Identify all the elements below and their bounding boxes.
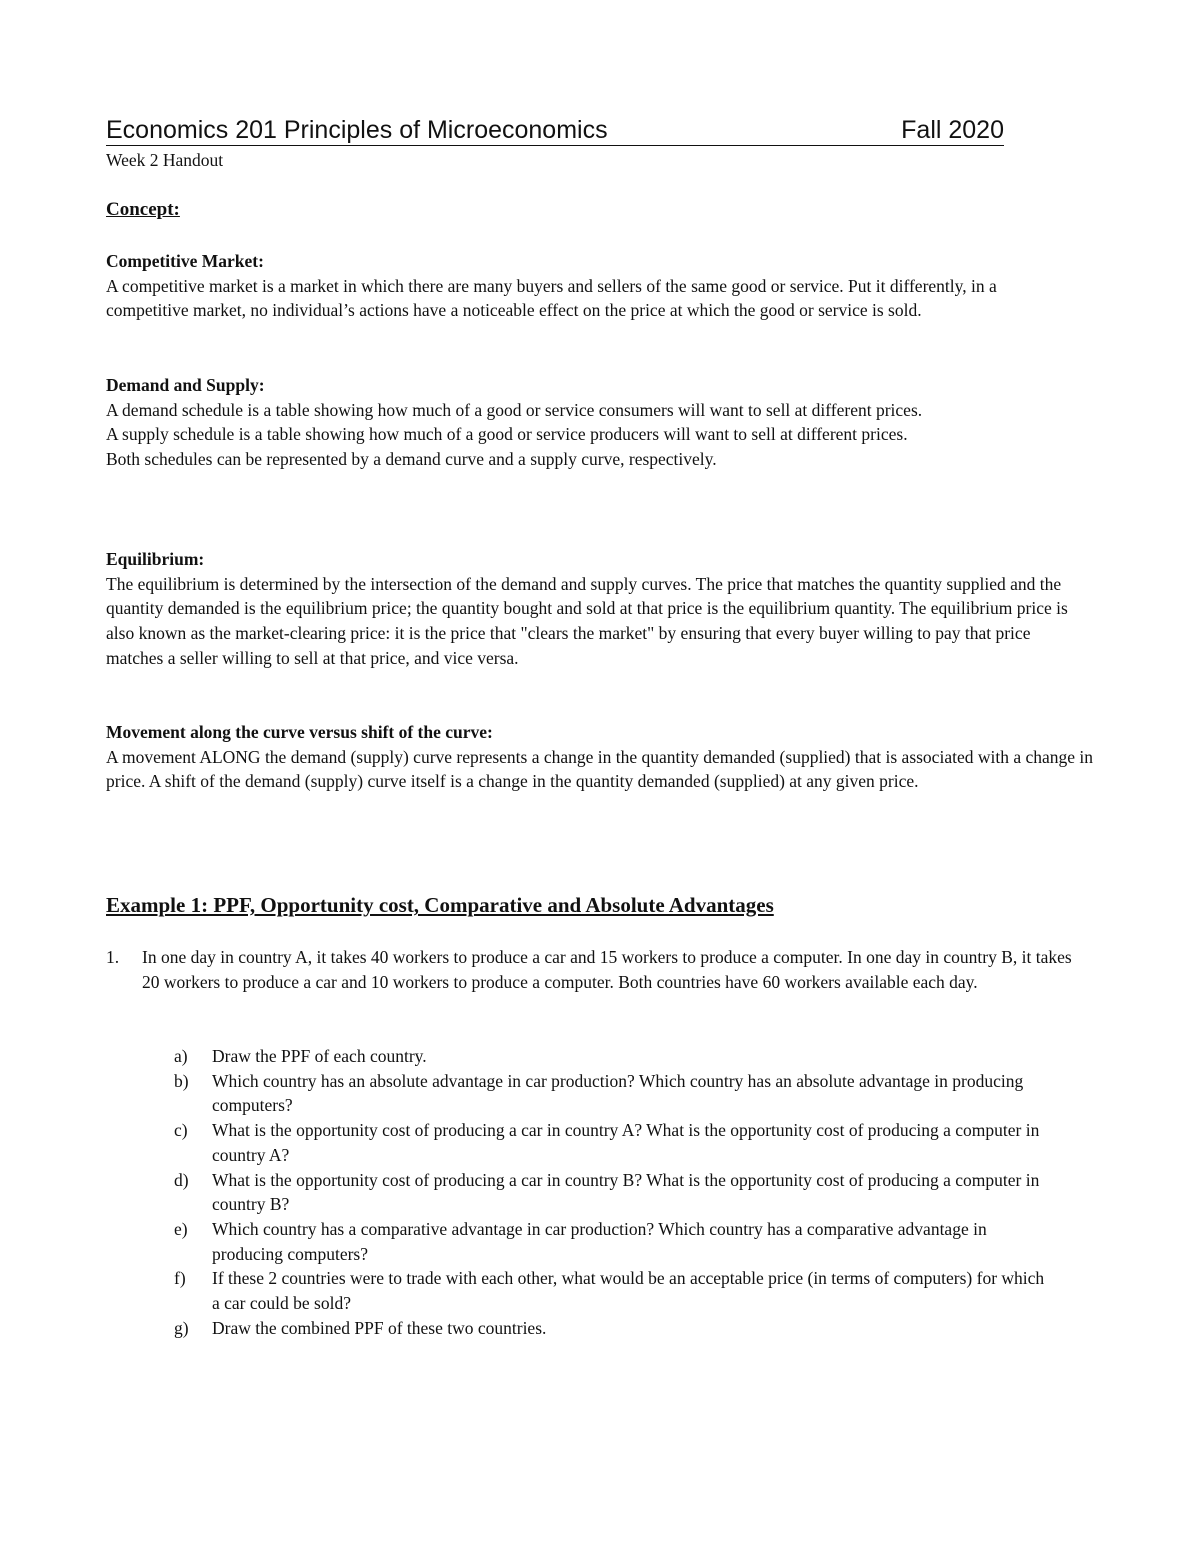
subquestion-item — [174, 1044, 1054, 1069]
section-title: Movement along the curve versus shift of the curve: — [106, 722, 493, 742]
subquestion-text: Which country has a comparative advantage in car production? Which country has a comparative advantage in producing computers? — [212, 1218, 987, 1264]
subquestion-item — [174, 1118, 1054, 1167]
subquestion-item — [174, 1316, 1054, 1341]
term-label: Fall 2020 — [901, 116, 1004, 144]
section-title: Competitive Market: — [106, 251, 264, 271]
course-title: Economics 201 Principles of Microeconomics — [106, 116, 608, 144]
section-title: Equilibrium: — [106, 549, 205, 569]
subquestion-item — [174, 1168, 1054, 1217]
section-body-line: A supply schedule is a table showing how much of a good or service producers will want to sell at different prices. — [106, 424, 908, 445]
section-body: A movement ALONG the demand (supply) curve represents a change in the quantity demanded (supplied) that is associated with a change in price. A shift of the demand (supply) curve itself is a change in the quantity demanded (supplied) at any given price. — [106, 746, 1094, 792]
section-demand-supply — [106, 373, 1101, 472]
subquestion-label: e) — [174, 1218, 188, 1239]
question-text: In one day in country A, it takes 40 workers to produce a car and 15 workers to produce a computer. In one day in country B, it takes 20 workers to produce a car and 10 workers to produce a computer. Both countries have 60 workers available each day. — [142, 947, 1072, 992]
subquestion-label: c) — [174, 1120, 188, 1141]
subquestion-text: If these 2 countries were to trade with each other, what would be an acceptable price (in terms of computers) for which a car could be sold? — [212, 1268, 1045, 1314]
subquestion-text: What is the opportunity cost of producing a car in country A? What is the opportunity cost of producing a computer in country A? — [212, 1120, 1040, 1165]
subquestion-label: g) — [174, 1317, 189, 1338]
subquestion-item — [174, 1266, 1054, 1315]
section-body: The equilibrium is determined by the intersection of the demand and supply curves. The price that matches the quantity supplied and the quantity demanded is the equilibrium price; the quantity bought and sold at that price is the equilibrium quantity. The equilibrium price is also known as the market-clearing price: it is the price that "clears the market" by ensuring that every buyer willing to pay that price matches a seller willing to sell at that price, and vice versa. — [106, 573, 1068, 668]
section-equilibrium — [106, 547, 1101, 671]
subquestion-list — [174, 1044, 1054, 1340]
handout-subtitle: Week 2 Handout — [106, 150, 224, 170]
section-body-line: A demand schedule is a table showing how much of a good or service consumers will want to sell at different prices. — [106, 399, 923, 420]
concept-heading: Concept: — [106, 199, 180, 220]
section-competitive-market — [106, 249, 1101, 323]
title-row — [106, 114, 1004, 146]
subquestion-label: a) — [174, 1046, 188, 1066]
section-body: A competitive market is a market in which there are many buyers and sellers of the same good or service. Put it differently, in a competitive market, no individual’s actions have a noticeable effect on the price at which the good or service is sold. — [106, 275, 997, 321]
subquestion-label: d) — [174, 1169, 189, 1190]
subquestion-text: Draw the PPF of each country. — [212, 1046, 427, 1066]
subquestion-text: Draw the combined PPF of these two countries. — [212, 1317, 547, 1338]
subquestion-label: b) — [174, 1070, 189, 1091]
subquestion-text: What is the opportunity cost of producing a car in country B? What is the opportunity cost of producing a computer in country B? — [212, 1169, 1040, 1215]
subquestion-text: Which country has an absolute advantage in car production? Which country has an absolute advantage in producing computers? — [212, 1070, 1024, 1116]
subquestion-item — [174, 1217, 1054, 1266]
section-movement-shift — [106, 720, 1101, 794]
example-heading: Example 1: PPF, Opportunity cost, Comparative and Absolute Advantages — [106, 893, 774, 917]
subquestion-item — [174, 1069, 1054, 1118]
section-body-line: Both schedules can be represented by a demand curve and a supply curve, respectively. — [106, 449, 717, 470]
section-title: Demand and Supply: — [106, 375, 265, 395]
subquestion-label: f) — [174, 1268, 186, 1289]
question-number: 1. — [106, 947, 120, 967]
